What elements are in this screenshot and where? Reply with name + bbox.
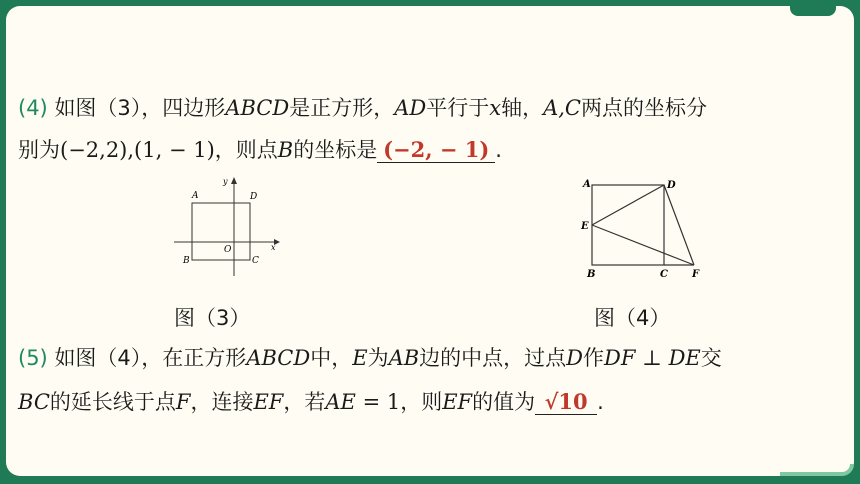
question-5-answer: √10	[535, 389, 597, 415]
label-d: D	[250, 192, 258, 202]
content-panel	[6, 6, 854, 476]
segment-df	[664, 185, 694, 265]
label-a: A	[192, 191, 199, 201]
question-4-answer: (−2, − 1)	[377, 137, 495, 163]
label-x: x	[271, 243, 276, 252]
figure-3-caption: 图（3）	[174, 306, 251, 330]
square-abcd	[592, 185, 664, 265]
question-5-number: (5)	[18, 346, 48, 370]
figure-4-caption: 图（4）	[594, 306, 671, 330]
label-c: C	[660, 269, 668, 280]
segment-ed	[592, 185, 664, 225]
label-d: D	[667, 180, 676, 191]
question-4-number: (4)	[18, 96, 48, 120]
question-5-line-1: (5) 如图（4），在正方形ABCD中，E为AB边的中点，过点D作DF ⊥ DE交	[18, 346, 722, 370]
label-b: B	[587, 269, 596, 280]
label-e: E	[581, 221, 589, 232]
figure-4	[578, 176, 708, 280]
question-4-line-2: 别为(−2,2),(1, − 1)，则点B的坐标是 (−2, − 1) .	[18, 137, 502, 162]
label-f: F	[692, 269, 700, 280]
corner-decoration	[780, 464, 854, 476]
y-axis-arrow	[231, 177, 237, 184]
label-a: A	[583, 179, 591, 190]
square-abcd	[192, 203, 250, 260]
question-4-line-1: (4) 如图（3），四边形ABCD是正方形，AD平行于x轴，A,C两点的坐标分	[18, 96, 707, 120]
question-5-line-2: BC的延长线于点F，连接EF，若AE = 1，则EF的值为 √10 .	[18, 389, 604, 414]
segment-ef	[592, 225, 694, 265]
label-y: y	[223, 177, 228, 186]
corner-tab	[790, 6, 836, 16]
figure-3	[170, 172, 286, 280]
label-b: B	[183, 256, 190, 266]
label-c: C	[252, 256, 259, 266]
label-o: O	[224, 245, 232, 255]
